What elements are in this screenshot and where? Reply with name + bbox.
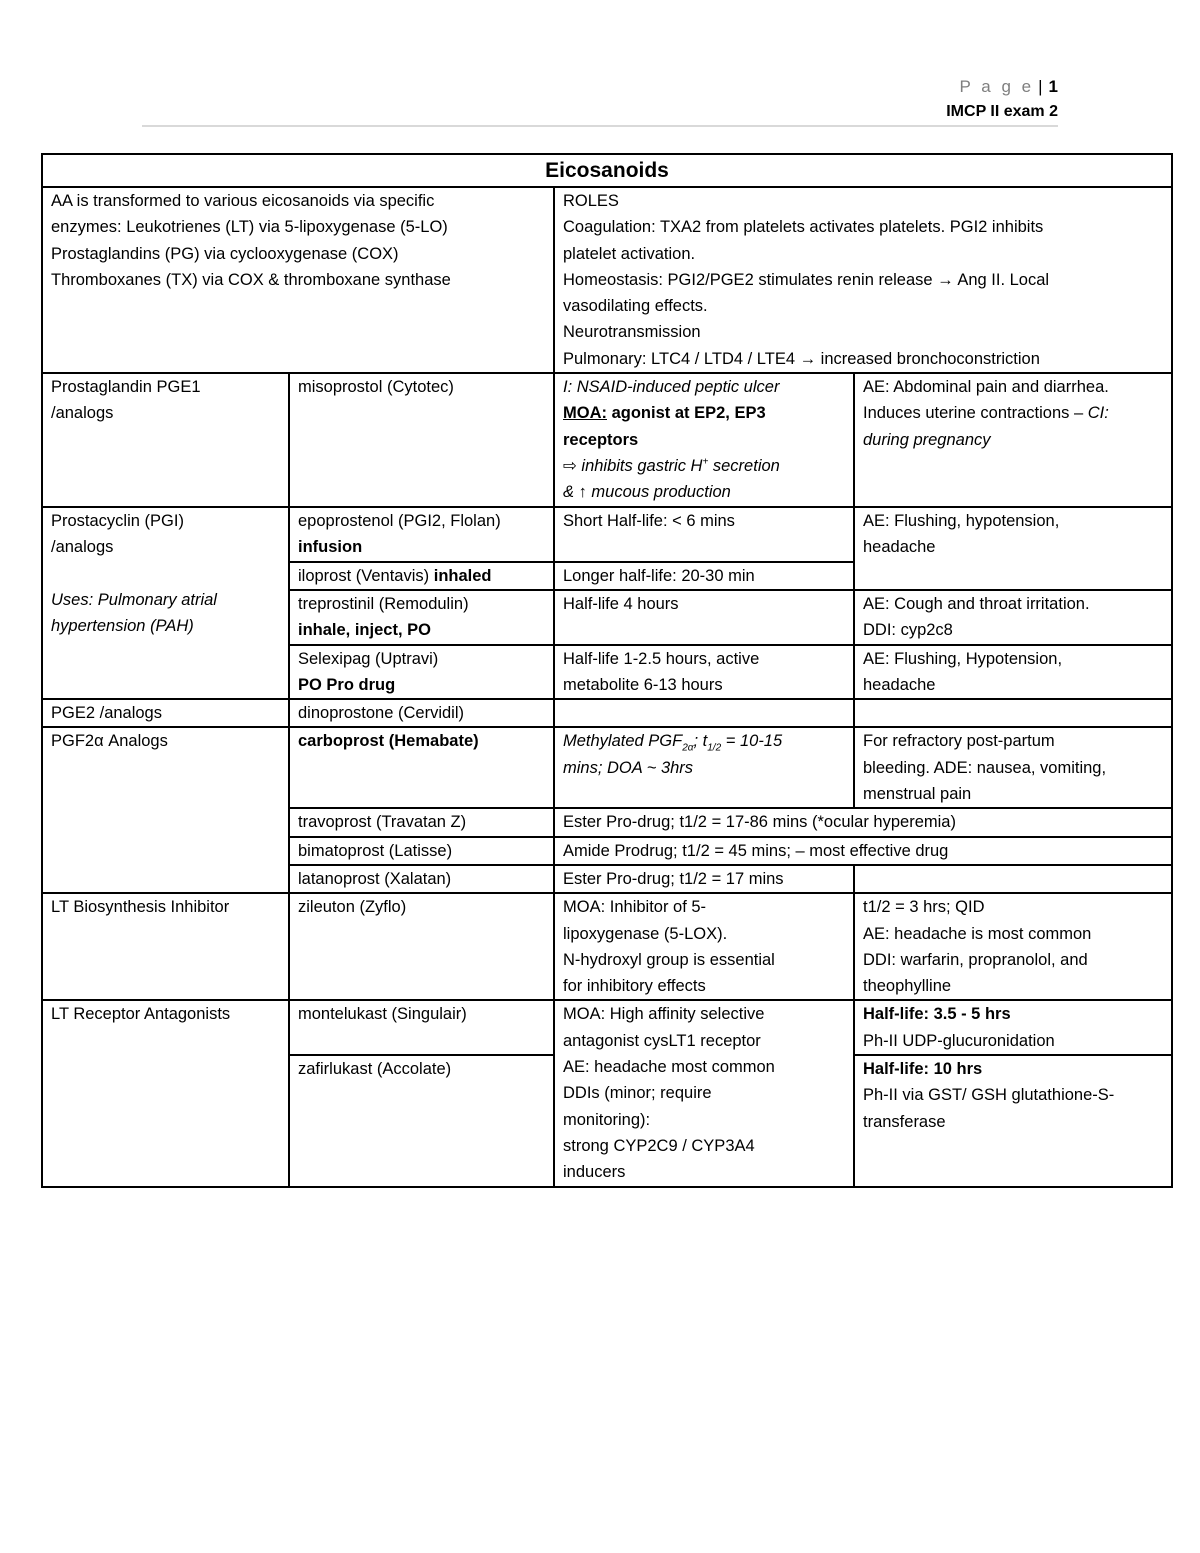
moa-text: for inhibitory effects xyxy=(563,977,706,996)
pk-text: Longer half-life: 20-30 min xyxy=(563,566,755,585)
class-cell xyxy=(42,699,289,727)
use-text: For refractory post-partum xyxy=(863,732,1055,751)
pk-cell xyxy=(554,590,854,645)
drug-name: zileuton (Zyflo) xyxy=(298,898,407,917)
pk-cell xyxy=(554,562,854,590)
class-name: PGF2α Analogs xyxy=(51,732,168,751)
drug-route: PO Pro drug xyxy=(298,675,396,694)
mechanism-cell xyxy=(554,1000,854,1186)
contraindication-label: CI: xyxy=(1087,404,1109,423)
header-divider xyxy=(142,125,1058,127)
drug-name: latanoprost (Xalatan) xyxy=(298,869,452,888)
drug-cell xyxy=(289,808,554,836)
superscript: + xyxy=(702,456,709,468)
roles-line: Homeostasis: PGI2/PGE2 stimulates renin release → Ang II. Local xyxy=(563,270,1050,289)
ae-text: AE: Abdominal pain and diarrhea. xyxy=(863,378,1109,397)
drug-name: treprostinil (Remodulin) xyxy=(298,594,469,613)
class-cell xyxy=(42,1000,289,1186)
ae-text: AE: Flushing, hypotension, xyxy=(863,512,1060,531)
drug-name: carboprost (Hemabate) xyxy=(298,732,479,751)
intro-line: enzymes: Leukotrienes (LT) via 5-lipoxygenase (5-LO) xyxy=(51,218,448,237)
uses-text: hypertension (PAH) xyxy=(51,617,194,636)
adverse-effects-cell xyxy=(854,507,1172,590)
drug-name: dinoprostone (Cervidil) xyxy=(298,704,464,723)
drug-cell xyxy=(289,1000,554,1055)
page-number-line xyxy=(946,74,1058,99)
pk-text: Ester Pro-drug; t1/2 = 17-86 mins (*ocular hyperemia) xyxy=(563,813,956,832)
eicosanoids-table xyxy=(41,153,1173,1188)
ae-text: AE: headache is most common xyxy=(863,924,1092,943)
pk-cell xyxy=(554,865,854,893)
pk-text: metabolite 6-13 hours xyxy=(563,675,723,694)
pk-cell xyxy=(854,1000,1172,1055)
ddi-text: monitoring): xyxy=(563,1110,651,1129)
drug-cell xyxy=(289,507,554,562)
drug-name: misoprostol (Cytotec) xyxy=(298,378,454,397)
moa-text: N-hydroxyl group is essential xyxy=(563,950,775,969)
drug-name: iloprost (Ventavis) xyxy=(298,566,434,585)
moa-text: MOA: High affinity selective xyxy=(563,1005,765,1024)
pge1-row xyxy=(42,373,1172,507)
pk-cell xyxy=(554,699,854,727)
drug-name: montelukast (Singulair) xyxy=(298,1005,467,1024)
intro-roles-cell xyxy=(554,187,1172,373)
class-cell xyxy=(42,893,289,1000)
class-cell xyxy=(42,373,289,507)
lt-biosynthesis-row xyxy=(42,893,1172,1000)
class-name: Prostacyclin (PGI) xyxy=(51,512,184,531)
drug-cell xyxy=(289,837,554,865)
page-header xyxy=(946,74,1058,124)
drug-name: travoprost (Travatan Z) xyxy=(298,813,467,832)
intro-row xyxy=(42,187,1172,373)
pk-text: ; t xyxy=(693,732,708,751)
pk-cell xyxy=(554,837,1172,865)
ddi-text: theophylline xyxy=(863,977,952,996)
class-name: Prostaglandin PGE1 xyxy=(51,378,201,397)
drug-cell xyxy=(289,893,554,1000)
half-life: Half-life: 10 hrs xyxy=(863,1060,983,1079)
empty-cell xyxy=(854,865,1172,893)
pk-text: Short Half-life: < 6 mins xyxy=(563,512,735,531)
drug-route: inhaled xyxy=(433,566,492,585)
table-title: Eicosanoids xyxy=(42,154,1172,187)
adverse-effects-cell xyxy=(854,699,1172,727)
intro-line: Prostaglandins (PG) via cyclooxygenase (COX) xyxy=(51,244,399,263)
pge2-row xyxy=(42,699,1172,727)
ae-text: headache xyxy=(863,538,936,557)
ddi-text: DDI: cyp2c8 xyxy=(863,621,953,640)
page-number: 1 xyxy=(1048,77,1058,96)
effect-text: ⇨ inhibits gastric H xyxy=(563,456,703,475)
drug-cell xyxy=(289,1055,554,1186)
pk-text: mins; DOA ~ 3hrs xyxy=(563,758,694,777)
use-text: bleeding. ADE: nausea, vomiting, xyxy=(863,758,1107,777)
metabolism-text: transferase xyxy=(863,1112,946,1131)
ddi-text: DDIs (minor; require xyxy=(563,1084,712,1103)
drug-route: infusion xyxy=(298,538,363,557)
pk-text: t1/2 = 3 hrs; QID xyxy=(863,898,985,917)
class-name: LT Receptor Antagonists xyxy=(51,1005,231,1024)
pk-cell xyxy=(554,507,854,562)
class-name: /analogs xyxy=(51,404,114,423)
pk-text: = 10-15 xyxy=(721,732,783,751)
indication: I: NSAID-induced peptic ulcer xyxy=(563,378,780,397)
subscript: 2α xyxy=(682,742,694,754)
class-cell xyxy=(42,507,289,699)
title-row xyxy=(42,154,1172,187)
ae-text: Induces uterine contractions – xyxy=(863,404,1088,423)
ddi-text: inducers xyxy=(563,1163,626,1182)
drug-cell xyxy=(289,645,554,700)
pk-cell xyxy=(854,1055,1172,1186)
roles-line: vasodilating effects. xyxy=(563,297,708,316)
drug-name: bimatoprost (Latisse) xyxy=(298,841,453,860)
drug-name: zafirlukast (Accolate) xyxy=(298,1060,452,1079)
ae-text: headache xyxy=(863,675,936,694)
moa-text: receptors xyxy=(563,430,639,449)
intro-line: Thromboxanes (TX) via COX & thromboxane synthase xyxy=(51,270,451,289)
pk-text: Half-life 4 hours xyxy=(563,594,679,613)
drug-name: epoprostenol (PGI2, Flolan) xyxy=(298,512,501,531)
pk-cell xyxy=(554,727,854,808)
roles-line: Coagulation: TXA2 from platelets activates platelets. PGI2 inhibits xyxy=(563,218,1044,237)
ddi-text: DDI: warfarin, propranolol, and xyxy=(863,950,1088,969)
class-name: /analogs xyxy=(51,538,114,557)
pk-text: Half-life 1-2.5 hours, active xyxy=(563,649,760,668)
pgf2-row-carboprost xyxy=(42,727,1172,808)
ae-text: AE: Flushing, Hypotension, xyxy=(863,649,1063,668)
roles-line: Neurotransmission xyxy=(563,323,701,342)
metabolism-text: Ph-II via GST/ GSH glutathione-S- xyxy=(863,1086,1115,1105)
moa-text: agonist at EP2, EP3 xyxy=(607,404,766,423)
effect-text: secretion xyxy=(708,456,780,475)
moa-text: antagonist cysLT1 receptor xyxy=(563,1031,761,1050)
page-label: P a g e xyxy=(959,77,1035,96)
class-cell xyxy=(42,727,289,893)
drug-cell xyxy=(289,699,554,727)
drug-name: Selexipag (Uptravi) xyxy=(298,649,439,668)
adverse-effects-cell xyxy=(854,645,1172,700)
drug-cell xyxy=(289,727,554,808)
intro-line: AA is transformed to various eicosanoids via specific xyxy=(51,192,435,210)
uses-text: Uses: Pulmonary atrial xyxy=(51,590,217,609)
intro-enzymes-cell xyxy=(42,187,554,373)
exam-title: IMCP II exam 2 xyxy=(946,103,1058,120)
drug-cell xyxy=(289,562,554,590)
ae-text: AE: headache most common xyxy=(563,1058,775,1077)
page-separator: | xyxy=(1038,77,1043,96)
effect-text: & ↑ mucous production xyxy=(563,483,731,502)
metabolism-text: Ph-II UDP-glucuronidation xyxy=(863,1031,1055,1050)
pk-cell xyxy=(554,645,854,700)
drug-route: inhale, inject, PO xyxy=(298,621,431,640)
use-text: menstrual pain xyxy=(863,785,972,804)
drug-cell xyxy=(289,373,554,507)
subscript: 1/2 xyxy=(707,742,722,754)
contraindication-text: during pregnancy xyxy=(863,430,991,449)
roles-line: ROLES xyxy=(563,192,619,210)
pgi-row-epoprostenol xyxy=(42,507,1172,562)
ae-text: AE: Cough and throat irritation. xyxy=(863,594,1090,613)
pk-text: Methylated PGF xyxy=(563,732,683,751)
adverse-effects-cell xyxy=(854,590,1172,645)
mechanism-cell xyxy=(554,893,854,1000)
pk-text: Ester Pro-drug; t1/2 = 17 mins xyxy=(563,869,784,888)
use-cell xyxy=(854,727,1172,808)
half-life: Half-life: 3.5 - 5 hrs xyxy=(863,1005,1011,1024)
class-name: PGE2 /analogs xyxy=(51,704,162,723)
adverse-effects-cell xyxy=(854,373,1172,507)
pk-cell xyxy=(554,808,1172,836)
ddi-text: strong CYP2C9 / CYP3A4 xyxy=(563,1136,755,1155)
moa-text: lipoxygenase (5-LOX). xyxy=(563,924,728,943)
moa-text: MOA: Inhibitor of 5- xyxy=(563,898,707,917)
roles-line: Pulmonary: LTC4 / LTD4 / LTE4 → increased bronchoconstriction xyxy=(563,349,1040,368)
drug-cell xyxy=(289,590,554,645)
drug-cell xyxy=(289,865,554,893)
moa-label: MOA: xyxy=(563,404,607,423)
roles-line: platelet activation. xyxy=(563,244,696,263)
pk-text: Amide Prodrug; t1/2 = 45 mins; – most effective drug xyxy=(563,841,949,860)
lt-antagonist-row-montelukast xyxy=(42,1000,1172,1055)
class-name: LT Biosynthesis Inhibitor xyxy=(51,898,230,917)
mechanism-cell xyxy=(554,373,854,507)
pk-cell xyxy=(854,893,1172,1000)
